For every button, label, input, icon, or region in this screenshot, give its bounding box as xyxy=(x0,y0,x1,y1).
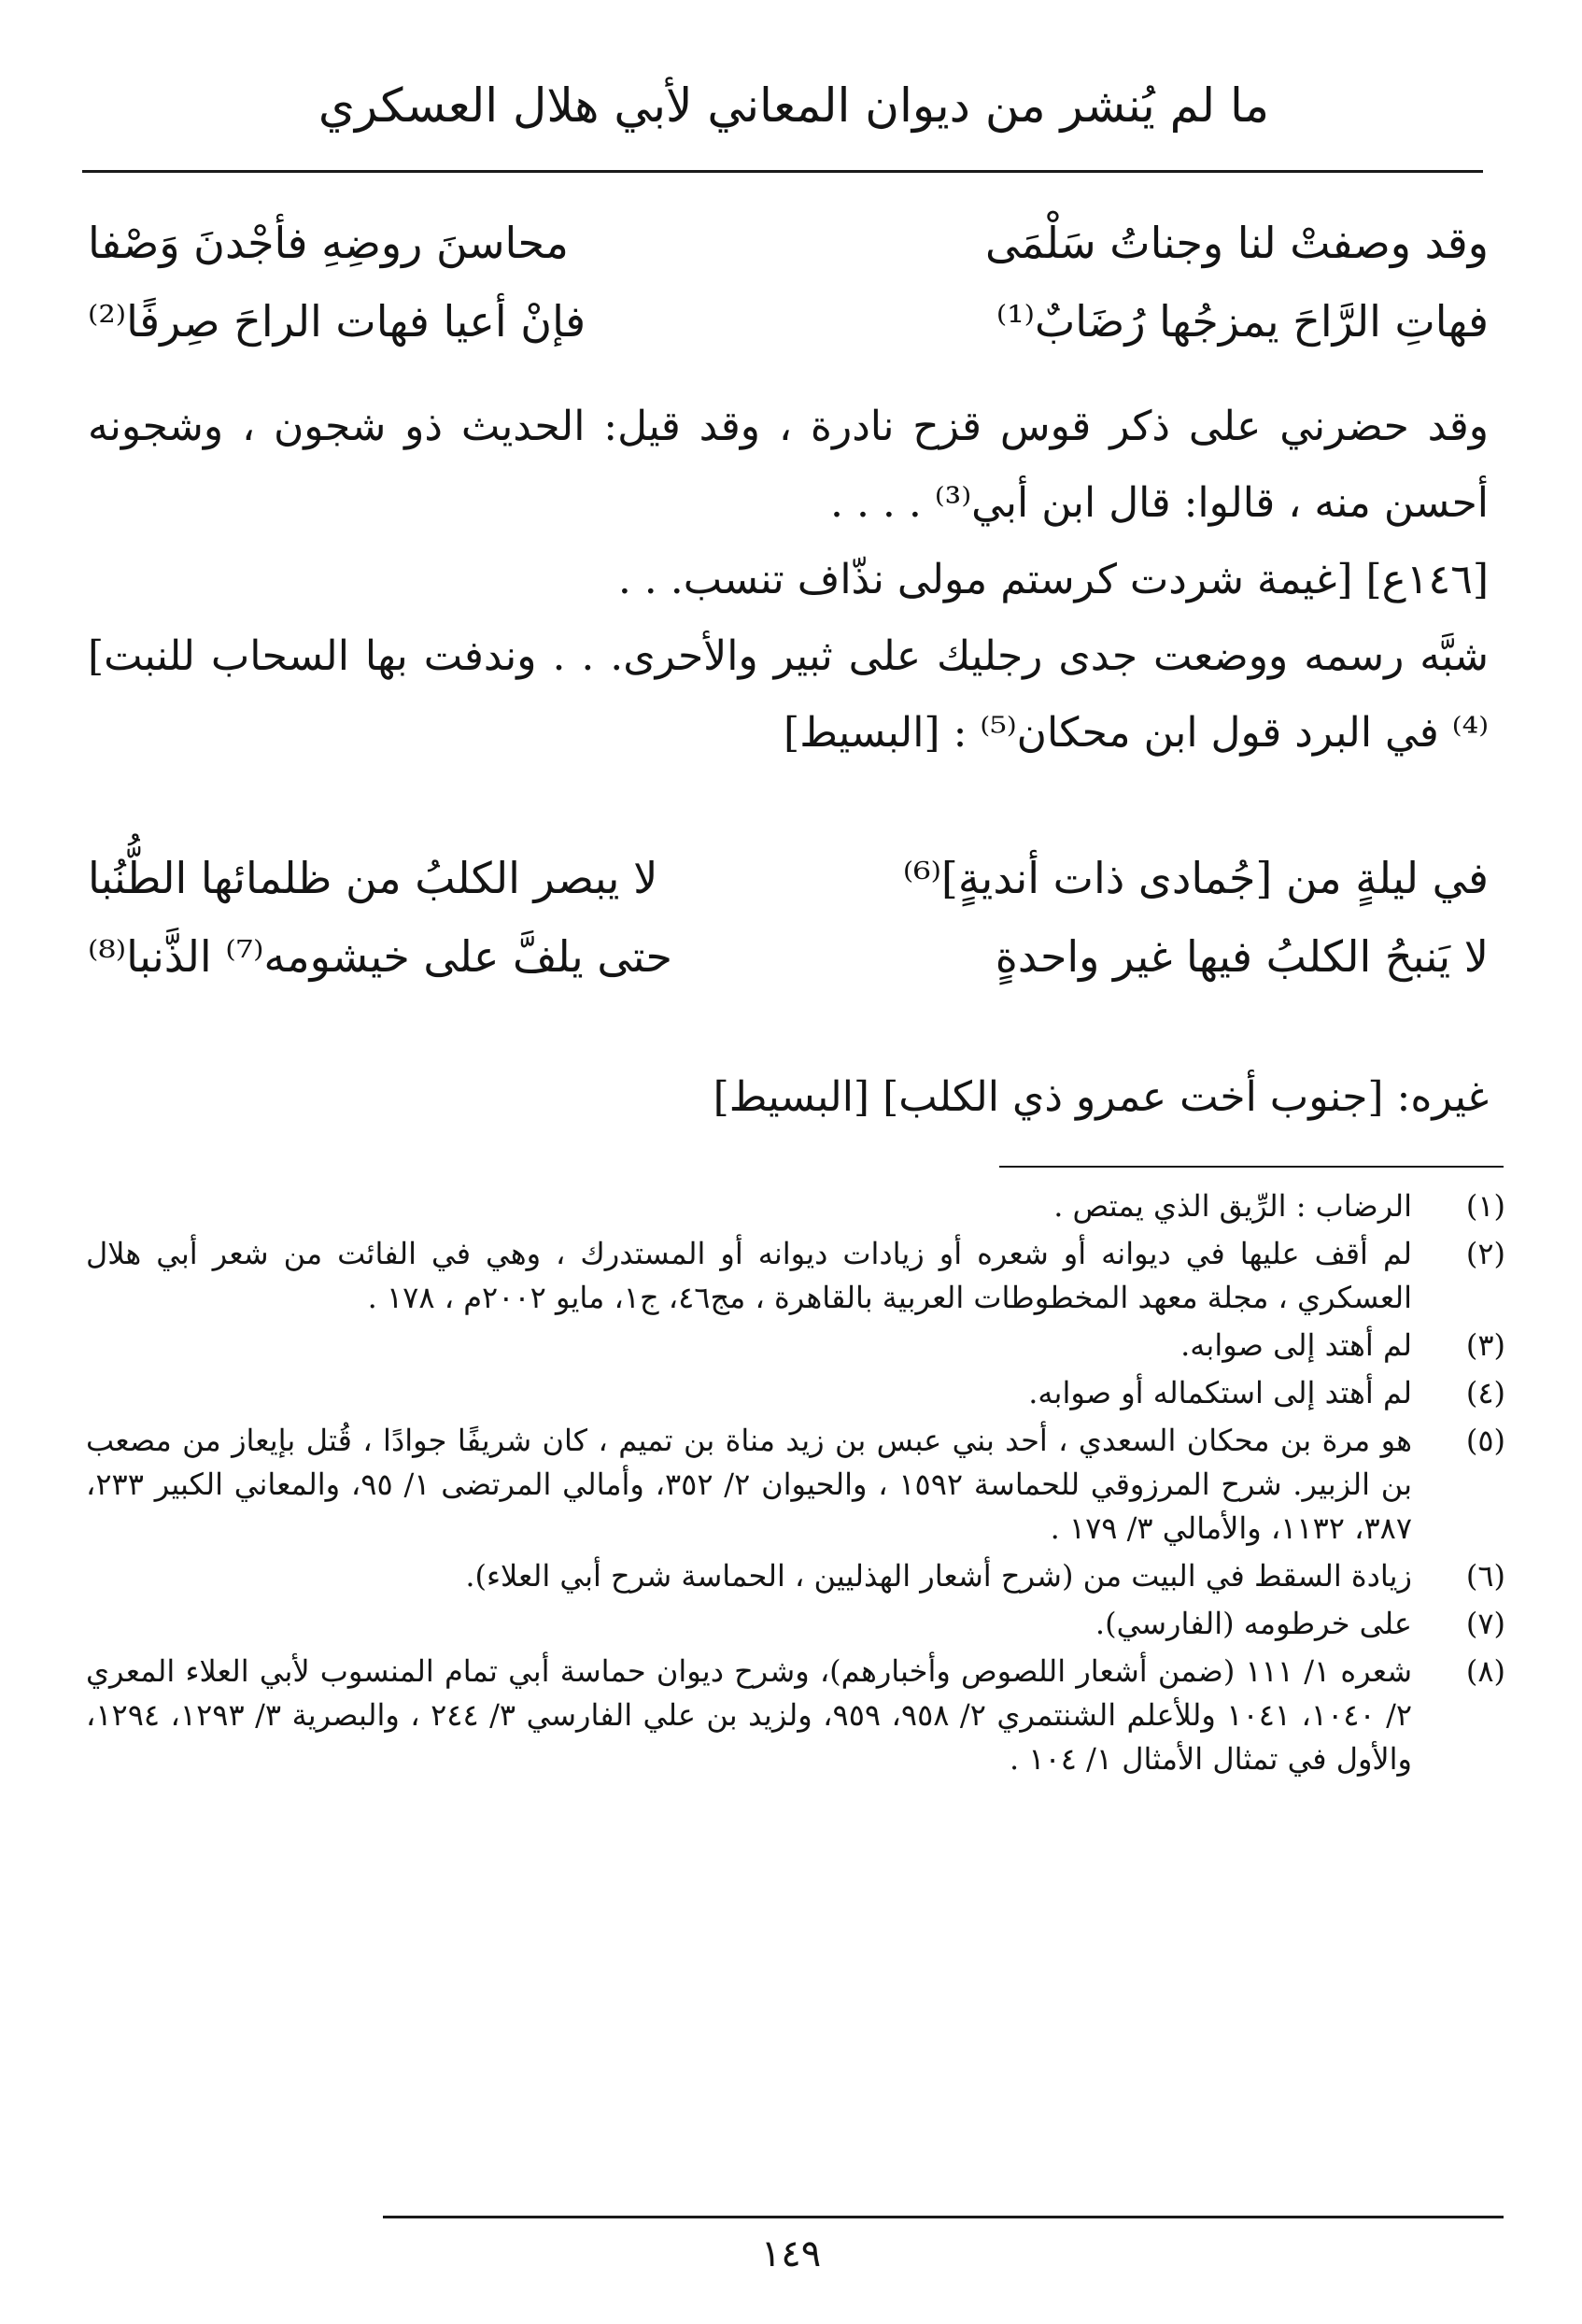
header-rule xyxy=(82,170,1483,173)
verse-first-hemistich: فهاتِ الرَّاحَ يمزجُها رُضَابٌ⁽¹⁾ xyxy=(996,296,1489,347)
footnote-number: (٤) xyxy=(1465,1375,1505,1410)
footnote-number: (٣) xyxy=(1465,1327,1505,1363)
footnote xyxy=(86,1371,1505,1415)
verse-first-hemistich: لا يَنبحُ الكلبُ فيها غير واحدةٍ xyxy=(995,931,1489,982)
verse-second-hemistich: محاسنَ روضِهِ فأجْدنَ وَصْفا xyxy=(88,218,569,268)
footnote-rule xyxy=(999,1166,1504,1168)
verse-line xyxy=(88,204,1489,282)
footnote xyxy=(86,1324,1505,1367)
prose-paragraph: [١٤٦ع] [غيمة شردت كرستم مولى نذّاف تنسب. . . xyxy=(617,556,1489,603)
verse-block-2 xyxy=(88,839,1489,996)
verse-first-hemistich: في ليلةٍ من [جُمادى ذات أنديةٍ]⁽⁶⁾ xyxy=(902,853,1489,903)
footnote-number: (٢) xyxy=(1465,1236,1505,1271)
footnote-number: (٦) xyxy=(1465,1558,1505,1594)
prose-paragraph: وقد حضرني على ذكر قوس قزح نادرة ، وقد قيل: الحديث ذو شجون ، وشجونه أحسن منه ، قالوا: قال ابن أبي⁽³⁾ . . . . xyxy=(88,403,1489,527)
footnotes xyxy=(86,1184,1505,1785)
verse-second-hemistich: لا يبصر الكلبُ من ظلمائها الطُّنُبا xyxy=(88,853,658,903)
footnote-text: لم أقف عليها في ديوانه أو شعره أو زيادات ديوانه أو المستدرك ، وهي في الفائت من شعر أبي هلال العسكري ، مجلة معهد المخطوطات العربية بالقاهرة ، مج٤٦، ج١، مايو ٢٠٠٢م ، ١٧٨ . xyxy=(86,1236,1413,1315)
footnote-number: (٥) xyxy=(1465,1423,1505,1458)
footer-rule xyxy=(383,2216,1504,2218)
footnote xyxy=(86,1554,1505,1598)
footnote xyxy=(86,1650,1505,1781)
footnote-text: الرضاب : الرِّيق الذي يمتص . xyxy=(1053,1188,1412,1224)
footnote-text: هو مرة بن محكان السعدي ، أحد بني عبس بن زيد مناة بن تميم ، كان شريفًا جوادًا ، قُتل بإيعاز من مصعب بن الزبير. شرح المرزوقي للحماسة ١٥٩٢ ، والحيوان ٢/ ٣٥٢، وأمالي المرتضى ١/ ٩٥، والمعاني الكبير ٢٣٣، ٣٨٧، ١١٣٢، والأمالي ٣/ ١٧٩ . xyxy=(86,1423,1413,1546)
footnote-number: (١) xyxy=(1465,1188,1505,1224)
prose-block-1 xyxy=(88,389,1489,772)
footnote xyxy=(86,1184,1505,1228)
prose-block-2 xyxy=(88,1059,1489,1136)
prose-paragraph: شبَّه رسمه ووضعت جدى رجليك على ثبير والأحرى. . . وندفت بها السحاب للنبت]⁽⁴⁾ في البرد قول ابن محكان⁽⁵⁾ : [البسيط] xyxy=(88,632,1489,757)
prose-paragraph: غيره: [جنوب أخت عمرو ذي الكلب] [البسيط] xyxy=(713,1073,1489,1121)
verse-block-1 xyxy=(88,204,1489,361)
footnote-text: لم أهتد إلى صوابه. xyxy=(1180,1327,1412,1363)
verse-second-hemistich: حتى يلفَّ على خيشومه⁽⁷⁾ الذَّنبا⁽⁸⁾ xyxy=(88,931,672,982)
footnote-text: شعره ١/ ١١١ (ضمن أشعار اللصوص وأخبارهم)، وشرح ديوان حماسة أبي تمام المنسوب لأبي العلاء المعري ٢/ ١٠٤٠، ١٠٤١ وللأعلم الشنتمري ٢/ ٩٥٨، ٩٥٩، ولزيد بن علي الفارسي ٣/ ٢٤٤ ، والبصرية ٣/ ١٢٩٣، ١٢٩٤، والأول في تمثال الأمثال ١/ ١٠٤ . xyxy=(86,1653,1413,1777)
verse-first-hemistich: وقد وصفتْ لنا وجناتُ سَلْمَى xyxy=(984,218,1489,268)
footnote-text: على خرطومه (الفارسي). xyxy=(1095,1606,1412,1641)
footnote xyxy=(86,1232,1505,1320)
running-header: ما لم يُنشر من ديوان المعاني لأبي هلال العسكري xyxy=(318,78,1270,133)
footnote-text: زيادة السقط في البيت من (شرح أشعار الهذليين ، الحماسة شرح أبي العلاء). xyxy=(465,1558,1412,1594)
footnote-number: (٧) xyxy=(1465,1606,1505,1641)
page-number: ١٤٩ xyxy=(760,2232,822,2275)
footnote xyxy=(86,1602,1505,1646)
footnote-text: لم أهتد إلى استكماله أو صوابه. xyxy=(1028,1375,1412,1410)
verse-line xyxy=(88,839,1489,917)
verse-second-hemistich: فإنْ أعيا فهات الراحَ صِرفًا⁽²⁾ xyxy=(88,296,586,347)
verse-line xyxy=(88,917,1489,996)
verse-line xyxy=(88,282,1489,361)
footnote xyxy=(86,1419,1505,1551)
footnote-number: (٨) xyxy=(1465,1653,1505,1689)
